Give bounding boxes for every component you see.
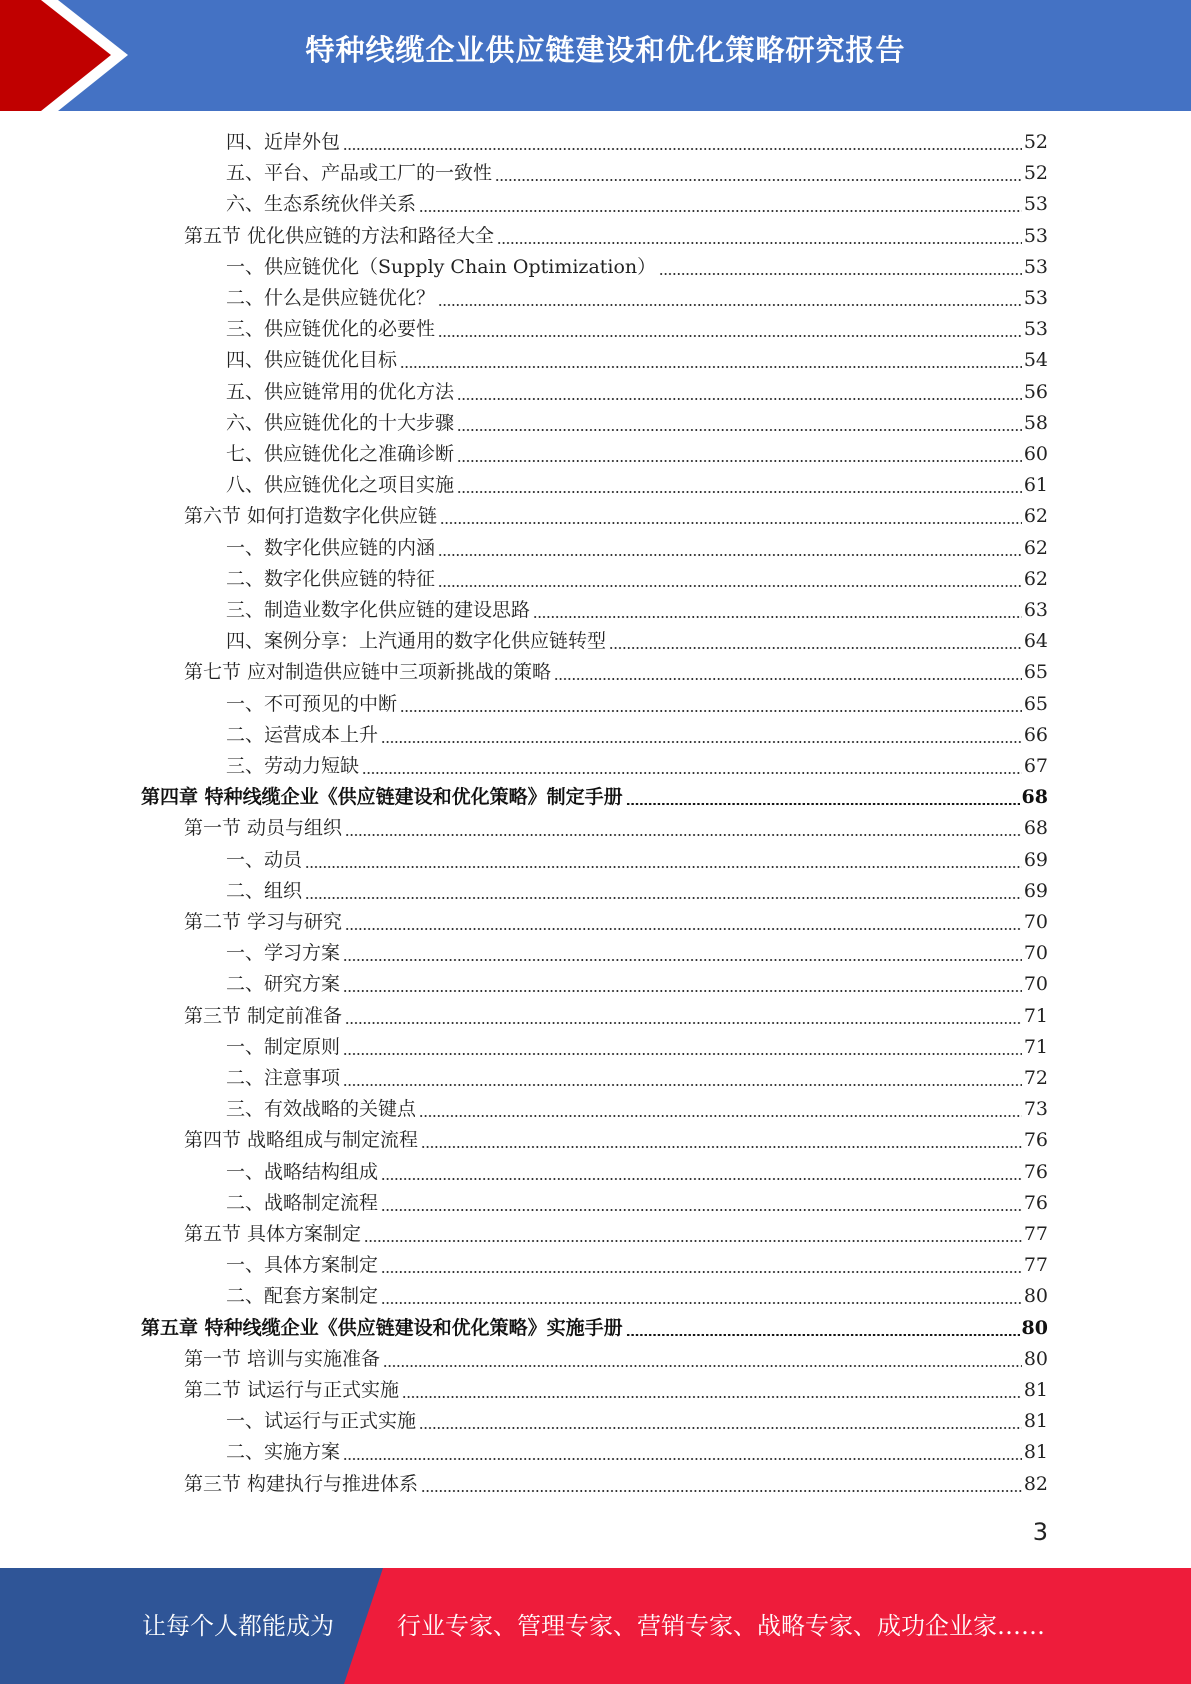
toc-entry-page: 68	[1021, 786, 1048, 809]
toc-subsection-entry[interactable]	[226, 751, 1048, 782]
toc-entry-page: 53	[1023, 287, 1048, 309]
toc-chapter-entry[interactable]	[141, 782, 1048, 813]
toc-entry-page: 58	[1023, 411, 1048, 434]
toc-dot-leader	[305, 897, 1022, 899]
toc-entry-page: 71	[1023, 1035, 1048, 1058]
header-band	[0, 0, 1191, 111]
toc-section-entry[interactable]	[184, 1219, 1048, 1250]
toc-subsection-entry[interactable]	[226, 252, 1048, 283]
toc-entry-title: 第四章 特种线缆企业《供应链建设和优化策略》制定手册	[141, 786, 623, 809]
toc-entry-title: 一、数字化供应链的内涵	[226, 536, 436, 559]
toc-entry-title: 二、实施方案	[226, 1441, 341, 1464]
toc-entry-title: 三、有效战略的关键点	[226, 1098, 417, 1121]
toc-dot-leader	[554, 678, 1022, 680]
toc-entry-title: 八、供应链优化之项目实施	[226, 474, 455, 497]
toc-dot-leader	[343, 148, 1022, 150]
toc-entry-page: 52	[1023, 131, 1048, 153]
toc-entry-title: 第三节 构建执行与推进体系	[184, 1472, 419, 1495]
toc-dot-leader	[343, 1458, 1022, 1460]
toc-entry-title: 第一节 培训与实施准备	[184, 1347, 381, 1370]
toc-entry-title: 一、不可预见的中断	[226, 692, 398, 715]
toc-entry-page: 80	[1023, 1285, 1048, 1308]
toc-entry-title: 三、劳动力短缺	[226, 755, 360, 777]
toc-subsection-entry[interactable]	[226, 345, 1048, 376]
toc-entry-page: 81	[1023, 1441, 1048, 1464]
toc-entry-title: 二、运营成本上升	[226, 723, 379, 746]
toc-entry-page: 69	[1023, 848, 1048, 871]
toc-entry-page: 80	[1023, 1347, 1048, 1370]
toc-dot-leader	[402, 1396, 1022, 1398]
toc-subsection-entry[interactable]	[226, 938, 1048, 969]
toc-subsection-entry[interactable]	[226, 283, 1048, 314]
toc-entry-title: 五、平台、产品或工厂的一致性	[226, 162, 493, 185]
toc-dot-leader	[345, 834, 1022, 836]
toc-dot-leader	[381, 1302, 1022, 1304]
toc-entry-title: 二、组织	[226, 879, 303, 902]
toc-subsection-entry[interactable]	[226, 1281, 1048, 1312]
toc-subsection-entry[interactable]	[226, 1157, 1048, 1188]
toc-section-entry[interactable]	[184, 501, 1048, 532]
toc-entry-title: 六、生态系统伙伴关系	[226, 193, 417, 216]
toc-dot-leader	[438, 335, 1022, 337]
toc-entry-title: 二、什么是供应链优化？	[226, 287, 436, 309]
toc-entry-title: 一、学习方案	[226, 942, 341, 965]
toc-section-entry[interactable]	[184, 1375, 1048, 1406]
toc-subsection-entry[interactable]	[226, 377, 1048, 408]
toc-dot-leader	[381, 1271, 1022, 1273]
toc-dot-leader	[343, 990, 1022, 992]
toc-entry-title: 一、供应链优化（Supply Chain Optimization）	[226, 255, 657, 278]
toc-entry-title: 二、研究方案	[226, 973, 341, 996]
toc-entry-page: 76	[1023, 1160, 1048, 1183]
toc-dot-leader	[343, 1084, 1022, 1086]
toc-entry-title: 一、动员	[226, 848, 303, 871]
toc-entry-page: 62	[1023, 505, 1048, 528]
toc-entry-page: 53	[1023, 224, 1048, 247]
toc-subsection-entry[interactable]	[226, 876, 1048, 907]
toc-subsection-entry[interactable]	[226, 595, 1048, 626]
toc-entry-page: 82	[1023, 1472, 1048, 1495]
toc-entry-title: 三、供应链优化的必要性	[226, 318, 436, 341]
toc-section-entry[interactable]	[184, 907, 1048, 938]
toc-section-entry[interactable]	[184, 1001, 1048, 1032]
toc-subsection-entry[interactable]	[226, 127, 1048, 158]
toc-entry-page: 68	[1023, 817, 1048, 840]
toc-dot-leader	[421, 1146, 1022, 1148]
toc-dot-leader	[457, 491, 1022, 493]
toc-subsection-entry[interactable]	[226, 158, 1048, 189]
toc-entry-title: 第一节 动员与组织	[184, 817, 343, 840]
toc-entry-page: 60	[1023, 443, 1048, 465]
toc-entry-page: 76	[1023, 1129, 1048, 1152]
toc-entry-page: 53	[1023, 193, 1048, 216]
toc-dot-leader	[383, 1365, 1022, 1367]
toc-dot-leader	[438, 585, 1022, 587]
toc-entry-page: 53	[1023, 318, 1048, 341]
toc-entry-title: 四、近岸外包	[226, 131, 341, 153]
toc-dot-leader	[659, 273, 1022, 275]
toc-dot-leader	[421, 1490, 1022, 1492]
toc-entry-title: 第五节 优化供应链的方法和路径大全	[184, 224, 495, 247]
toc-entry-page: 70	[1023, 973, 1048, 996]
toc-entry-page: 70	[1023, 942, 1048, 965]
toc-dot-leader	[419, 1115, 1022, 1117]
toc-entry-page: 65	[1023, 661, 1048, 684]
toc-dot-leader	[457, 429, 1022, 431]
toc-entry-page: 71	[1023, 1004, 1048, 1027]
toc-dot-leader	[457, 460, 1022, 462]
toc-dot-leader	[362, 772, 1022, 774]
toc-entry-page: 77	[1023, 1223, 1048, 1245]
toc-entry-page: 76	[1023, 1191, 1048, 1214]
toc-entry-page: 61	[1023, 474, 1048, 497]
toc-dot-leader	[495, 179, 1022, 181]
toc-dot-leader	[400, 710, 1022, 712]
toc-section-entry[interactable]	[184, 1344, 1048, 1375]
footer-slogan-left: 让每个人都能成为	[142, 1612, 334, 1640]
toc-subsection-entry[interactable]	[226, 314, 1048, 345]
toc-entry-page: 56	[1023, 380, 1048, 403]
toc-dot-leader	[400, 366, 1022, 368]
toc-entry-page: 53	[1023, 255, 1048, 278]
toc-section-entry[interactable]	[184, 1125, 1048, 1156]
toc-entry-page: 66	[1023, 723, 1048, 746]
toc-entry-page: 81	[1023, 1379, 1048, 1401]
toc-subsection-entry[interactable]	[226, 439, 1048, 470]
toc-entry-title: 二、注意事项	[226, 1067, 341, 1089]
toc-entry-page: 72	[1023, 1067, 1048, 1089]
toc-dot-leader	[419, 210, 1022, 212]
toc-dot-leader	[626, 1334, 1020, 1336]
document-title: 特种线缆企业供应链建设和优化策略研究报告	[305, 33, 906, 67]
toc-dot-leader	[345, 928, 1022, 930]
toc-section-entry[interactable]	[184, 657, 1048, 688]
toc-dot-leader	[457, 398, 1022, 400]
toc-entry-title: 一、试运行与正式实施	[226, 1410, 417, 1433]
toc-dot-leader	[609, 647, 1022, 649]
toc-entry-title: 一、制定原则	[226, 1035, 341, 1058]
toc-dot-leader	[438, 554, 1022, 556]
toc-dot-leader	[381, 1178, 1022, 1180]
toc-subsection-entry[interactable]	[226, 1094, 1048, 1125]
toc-section-entry[interactable]	[184, 1469, 1048, 1500]
toc-entry-title: 二、配套方案制定	[226, 1285, 379, 1308]
toc-entry-title: 第五节 具体方案制定	[184, 1223, 362, 1245]
toc-entry-title: 第三节 制定前准备	[184, 1004, 343, 1027]
toc-entry-title: 六、供应链优化的十大步骤	[226, 411, 455, 434]
toc-subsection-entry[interactable]	[226, 1188, 1048, 1219]
toc-entry-title: 四、供应链优化目标	[226, 349, 398, 372]
toc-entry-title: 二、战略制定流程	[226, 1191, 379, 1214]
toc-dot-leader	[497, 242, 1022, 244]
toc-section-entry[interactable]	[184, 813, 1048, 844]
toc-entry-title: 第七节 应对制造供应链中三项新挑战的策略	[184, 661, 552, 684]
toc-entry-title: 第五章 特种线缆企业《供应链建设和优化策略》实施手册	[141, 1316, 623, 1339]
toc-entry-page: 54	[1023, 349, 1048, 372]
toc-entry-page: 63	[1023, 599, 1048, 621]
toc-subsection-entry[interactable]	[226, 720, 1048, 751]
toc-dot-leader	[305, 866, 1022, 868]
toc-section-entry[interactable]	[184, 221, 1048, 252]
toc-chapter-entry[interactable]	[141, 1313, 1048, 1344]
toc-entry-title: 第二节 试运行与正式实施	[184, 1379, 400, 1401]
toc-entry-page: 62	[1023, 567, 1048, 590]
toc-subsection-entry[interactable]	[226, 845, 1048, 876]
toc-entry-title: 一、具体方案制定	[226, 1254, 379, 1277]
toc-entry-page: 80	[1021, 1316, 1048, 1339]
toc-subsection-entry[interactable]	[226, 1032, 1048, 1063]
toc-dot-leader	[626, 803, 1020, 805]
toc-entry-title: 一、战略结构组成	[226, 1160, 379, 1183]
toc-entry-page: 67	[1023, 755, 1048, 777]
toc-entry-page: 69	[1023, 879, 1048, 902]
toc-entry-page: 77	[1023, 1254, 1048, 1277]
page-number: 3	[1032, 1518, 1048, 1546]
toc-subsection-entry[interactable]	[226, 189, 1048, 220]
toc-entry-title: 三、制造业数字化供应链的建设思路	[226, 599, 531, 621]
toc-subsection-entry[interactable]	[226, 969, 1048, 1000]
toc-subsection-entry[interactable]	[226, 1063, 1048, 1094]
footer-slogan-right: 行业专家、管理专家、营销专家、战略专家、成功企业家……	[397, 1612, 1045, 1640]
toc-dot-leader	[381, 741, 1022, 743]
toc-dot-leader	[533, 616, 1022, 618]
toc-entry-title: 二、数字化供应链的特征	[226, 567, 436, 590]
toc-subsection-entry[interactable]	[226, 533, 1048, 564]
toc-entry-page: 81	[1023, 1410, 1048, 1433]
toc-dot-leader	[345, 1022, 1022, 1024]
toc-subsection-entry[interactable]	[226, 408, 1048, 439]
toc-entry-title: 四、案例分享：上汽通用的数字化供应链转型	[226, 630, 607, 653]
toc-subsection-entry[interactable]	[226, 689, 1048, 720]
toc-dot-leader	[364, 1240, 1022, 1242]
toc-subsection-entry[interactable]	[226, 626, 1048, 657]
toc-subsection-entry[interactable]	[226, 1406, 1048, 1437]
toc-dot-leader	[343, 1053, 1022, 1055]
footer-band	[0, 1568, 1191, 1684]
toc-subsection-entry[interactable]	[226, 470, 1048, 501]
toc-entry-page: 64	[1023, 630, 1048, 653]
toc-dot-leader	[343, 959, 1022, 961]
toc-entry-title: 第四节 战略组成与制定流程	[184, 1129, 419, 1152]
toc-entry-title: 第二节 学习与研究	[184, 911, 343, 933]
toc-subsection-entry[interactable]	[226, 1250, 1048, 1281]
toc-entry-title: 七、供应链优化之准确诊断	[226, 443, 455, 465]
toc-entry-page: 62	[1023, 536, 1048, 559]
toc-subsection-entry[interactable]	[226, 564, 1048, 595]
toc-entry-page: 65	[1023, 692, 1048, 715]
toc-dot-leader	[440, 522, 1022, 524]
toc-entry-page: 73	[1023, 1098, 1048, 1121]
toc-entry-page: 52	[1023, 162, 1048, 185]
toc-dot-leader	[419, 1427, 1022, 1429]
toc-entry-title: 五、供应链常用的优化方法	[226, 380, 455, 403]
toc-dot-leader	[381, 1209, 1022, 1211]
toc-entry-page: 70	[1023, 911, 1048, 933]
toc-entry-title: 第六节 如何打造数字化供应链	[184, 505, 438, 528]
toc-subsection-entry[interactable]	[226, 1437, 1048, 1468]
toc-dot-leader	[438, 304, 1022, 306]
